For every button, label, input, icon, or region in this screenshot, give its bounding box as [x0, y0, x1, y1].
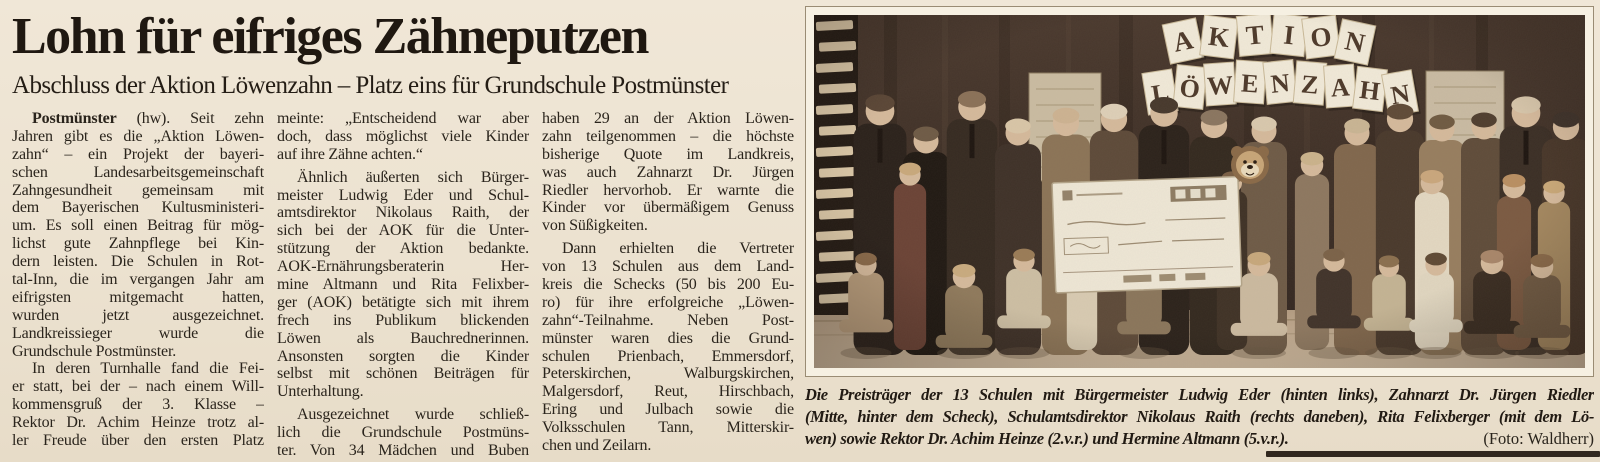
body-line: zahn teilgenommen – die höchste — [542, 127, 794, 145]
body-line: ler Freude über den ersten Platz — [12, 432, 264, 450]
body-line: wurden jetzt ausgezeichnet. — [12, 306, 264, 324]
body-line: Jahren gibt es die „Aktion Löwen- — [12, 127, 264, 145]
body-line: AOK-Ernährungsberaterin Her- — [277, 258, 529, 276]
body-line: von 13 Schulen aus dem Land- — [542, 258, 794, 276]
body-line: dern leisten. Die Schulen in Rot- — [12, 253, 264, 271]
body-line: lichst gute Zahnpflege bei Kin- — [12, 235, 264, 253]
body-line: kreis die Schecks (50 bis 200 Eu- — [542, 276, 794, 294]
body-line: auf ihre Zähne achten.“ — [277, 145, 423, 163]
body-line: ter. Von 34 Mädchen und Buben — [277, 442, 529, 460]
caption-line: (Mitte, hinter dem Scheck), Schulamtsdirektor Nikolaus Raith (rechts daneben), Rita Felixberger (mit dem Lö- — [805, 407, 1594, 426]
body-line: mine Altmann und Rita Felixber- — [277, 276, 529, 294]
caption-text: wen) sowie Rektor Dr. Achim Heinze (2.v.r.) und Hermine Altmann (5.v.r.). — [805, 429, 1289, 448]
body-line: zahn“-Teilnahme. Neben Post- — [542, 311, 794, 329]
body-line: Peterskirchen, Walburgskirchen, — [542, 365, 794, 383]
body-line: haben 29 an der Aktion Löwen- — [542, 110, 794, 127]
body-line: tal-Inn, die im vergangen Jahr am — [12, 271, 264, 289]
body-line: meister Ludwig Eder und Schul- — [277, 186, 529, 204]
body-line: amtsdirektor Nikolaus Raith, der — [277, 204, 529, 222]
article-body — [12, 110, 794, 460]
bottom-divider-rule — [1266, 451, 1600, 457]
body-line: sich bei der AOK für die Unter- — [277, 222, 529, 240]
article-column-3 — [542, 110, 794, 460]
body-line: Volksschulen Tann, Mitterskir- — [542, 419, 794, 437]
body-line: lich die Grundschule Postmüns- — [277, 424, 529, 442]
body-line: Grundschule Postmünster. — [12, 342, 177, 360]
photo-caption — [805, 384, 1594, 450]
article — [12, 8, 794, 460]
body-line: Löwen als Bauchrednerinnen. — [277, 329, 529, 347]
body-line: von Süßigkeiten. — [542, 217, 648, 235]
body-line: doch, dass möglichst viele Kinder — [277, 127, 529, 145]
body-line: münster waren dies die Grund- — [542, 329, 794, 347]
body-line: ro) für ihre erfolgreiche „Löwen- — [542, 293, 794, 311]
caption-line: Die Preisträger der 13 Schulen mit Bürgermeister Ludwig Eder (hinten links), Zahnarzt Dr. Jürgen Riedler — [805, 385, 1594, 404]
body-line: chen und Zeilarn. — [542, 437, 652, 455]
article-column-2 — [277, 110, 529, 460]
article-photo — [805, 6, 1594, 377]
body-line: zahn“ – ein Projekt der bayeri- — [12, 145, 264, 163]
body-line: eifrigsten mitgemacht hatten, — [12, 288, 264, 306]
body-line: stützung der Aktion bedankte. — [277, 240, 529, 258]
body-line: schulen Prienbach, Emmersdorf, — [542, 347, 794, 365]
body-line: er statt, bei der – nach einem Will- — [12, 378, 264, 396]
body-line: Unterhaltung. — [277, 383, 364, 401]
body-line: Postmünster (hw). Seit zehn — [32, 110, 264, 127]
body-line: Landkreissieger wurde die — [12, 324, 264, 342]
photo-vignette — [814, 15, 1585, 368]
body-line: ger (AOK) betätigte sich mit ihrem — [277, 293, 529, 311]
body-line: kommensgruß der 3. Klasse – — [12, 396, 264, 414]
body-line: Ausgezeichnet wurde schließ- — [297, 406, 529, 424]
body-line: Ering und Julbach sowie die — [542, 401, 794, 419]
body-line: selbst mit schönen Beiträgen für — [277, 365, 529, 383]
photo-credit: (Foto: Waldherr) — [1483, 429, 1594, 448]
body-line: meinte: „Entscheidend war aber — [277, 110, 529, 127]
body-line: Kinder vor übermäßigem Genuss — [542, 199, 794, 217]
body-line: Dann erhielten die Vertreter — [562, 240, 794, 258]
body-line: Riedler hervorhob. Er warnte die — [542, 181, 794, 199]
body-line: frech ins Publikum blickenden — [277, 311, 529, 329]
headline: Lohn für eifriges Zähneputzen — [12, 8, 648, 65]
body-line: schen Landesarbeitsgemeinschaft — [12, 163, 264, 181]
caption-line — [805, 428, 1594, 450]
body-line: bisherige Quote im Landkreis, — [542, 145, 794, 163]
photo-illustration — [814, 15, 1585, 368]
body-line: was auch Zahnarzt Dr. Jürgen — [542, 163, 794, 181]
body-line: Ähnlich äußerten sich Bürger- — [297, 168, 529, 186]
subheadline: Abschluss der Aktion Löwenzahn – Platz eins für Grundschule Postmünster — [12, 72, 729, 99]
article-column-1 — [12, 110, 264, 460]
body-line: um. Es soll einen Beitrag für mög- — [12, 217, 264, 235]
photo-block — [805, 6, 1594, 450]
body-line: dem Bayerischen Kultusministeri- — [12, 199, 264, 217]
body-line: Ansonsten sorgten die Kinder — [277, 347, 529, 365]
body-line: In deren Turnhalle fand die Fei- — [32, 360, 264, 378]
body-line: Malgersdorf, Reut, Hirschbach, — [542, 383, 794, 401]
body-line: Zahngesundheit gemeinsam mit — [12, 181, 264, 199]
body-line: Rektor Dr. Achim Heinze trotz al- — [12, 414, 264, 432]
